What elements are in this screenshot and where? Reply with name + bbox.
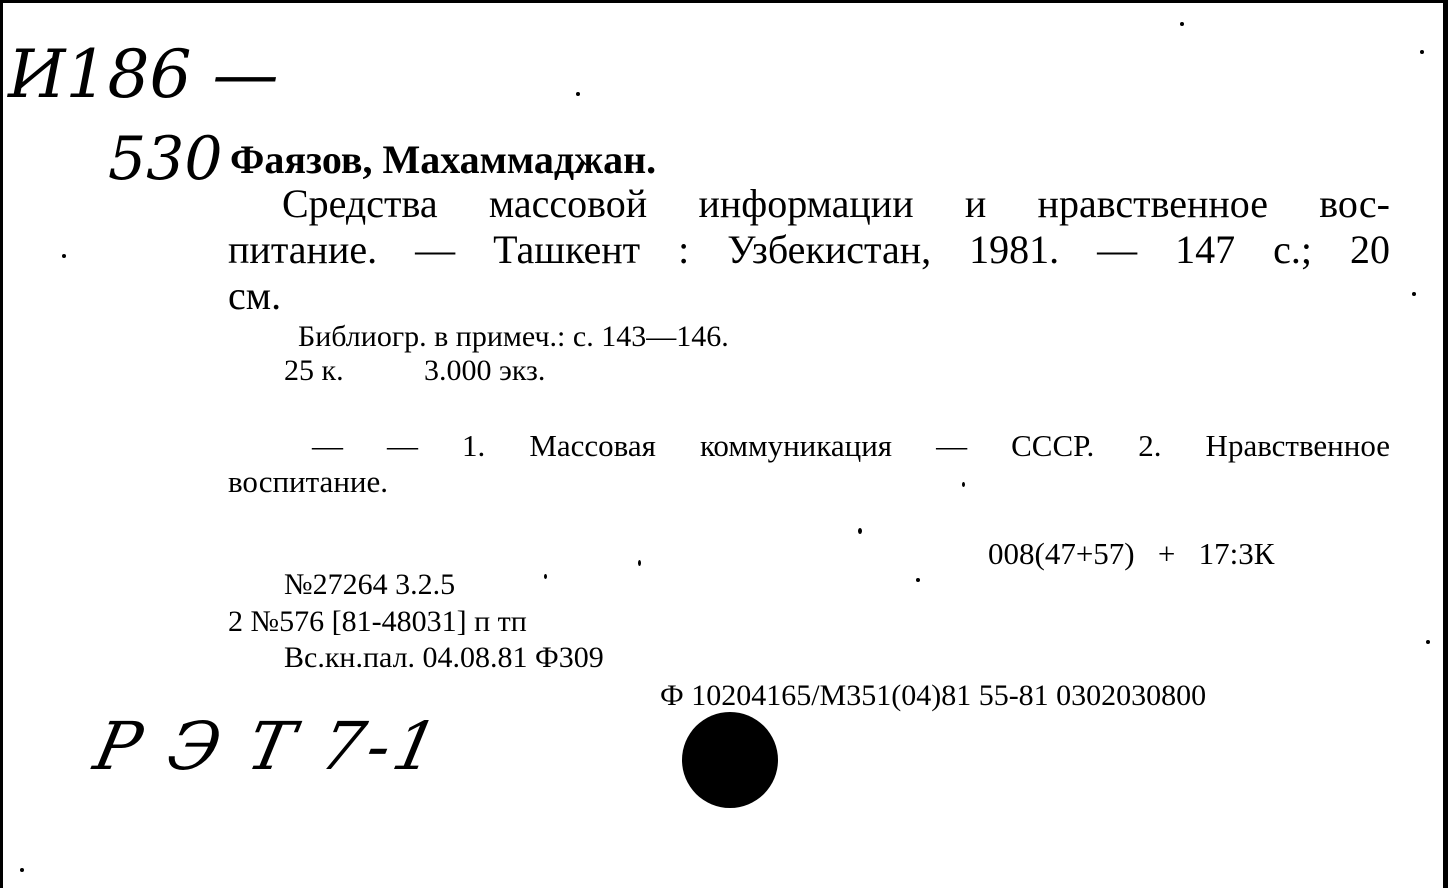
author-heading: Фаязов, Махаммаджан.: [230, 137, 657, 182]
card-right-edge: [1443, 0, 1448, 888]
punch-hole: [682, 712, 778, 808]
handwritten-shelf-mark: Р Э Т 7-1: [87, 708, 449, 785]
scan-speck: [1420, 50, 1424, 54]
book-chamber-stamp: Вс.кн.пал. 04.08.81 Ф309: [284, 641, 604, 674]
handwritten-call-number-line2: 530: [108, 124, 223, 194]
scan-speck: [1412, 292, 1416, 296]
scan-speck: [544, 574, 547, 579]
card-left-edge: [0, 0, 3, 888]
scan-speck: [858, 528, 862, 534]
classification-index: 008(47+57) + 17:3К: [988, 536, 1275, 571]
registration-number: №27264 3.2.5: [284, 568, 456, 601]
scan-speck: [638, 560, 641, 566]
handwritten-call-number-line1: И186 —: [8, 36, 279, 113]
scan-speck: [962, 482, 965, 487]
scan-speck: [20, 868, 24, 872]
subjects-line-1: — — 1. Массовая коммуникация — СССР. 2. Нравственное: [312, 428, 1390, 463]
copies: 3.000 экз.: [424, 354, 546, 387]
publication-code: Ф 10204165/М351(04)81 55-81 0302030800: [660, 679, 1207, 712]
scan-speck: [62, 254, 66, 258]
title-line-2: питание. — Ташкент : Узбекистан, 1981. — 147 с.; 20: [228, 227, 1390, 272]
scan-speck: [576, 92, 580, 96]
scan-speck: [916, 578, 920, 582]
card-top-edge: [0, 0, 1448, 3]
bibliography-note: Библиогр. в примеч.: с. 143—146.: [298, 320, 729, 353]
price: 25 к.: [284, 354, 344, 387]
title-line-1: Средства массовой информации и нравственное вос-: [282, 181, 1390, 226]
title-line-3: см.: [228, 273, 282, 318]
order-number: 2 №576 [81-48031] п тп: [228, 605, 527, 638]
subjects-line-2: воспитание.: [228, 464, 389, 499]
scan-speck: [1180, 22, 1184, 26]
scan-speck: [1426, 640, 1430, 644]
